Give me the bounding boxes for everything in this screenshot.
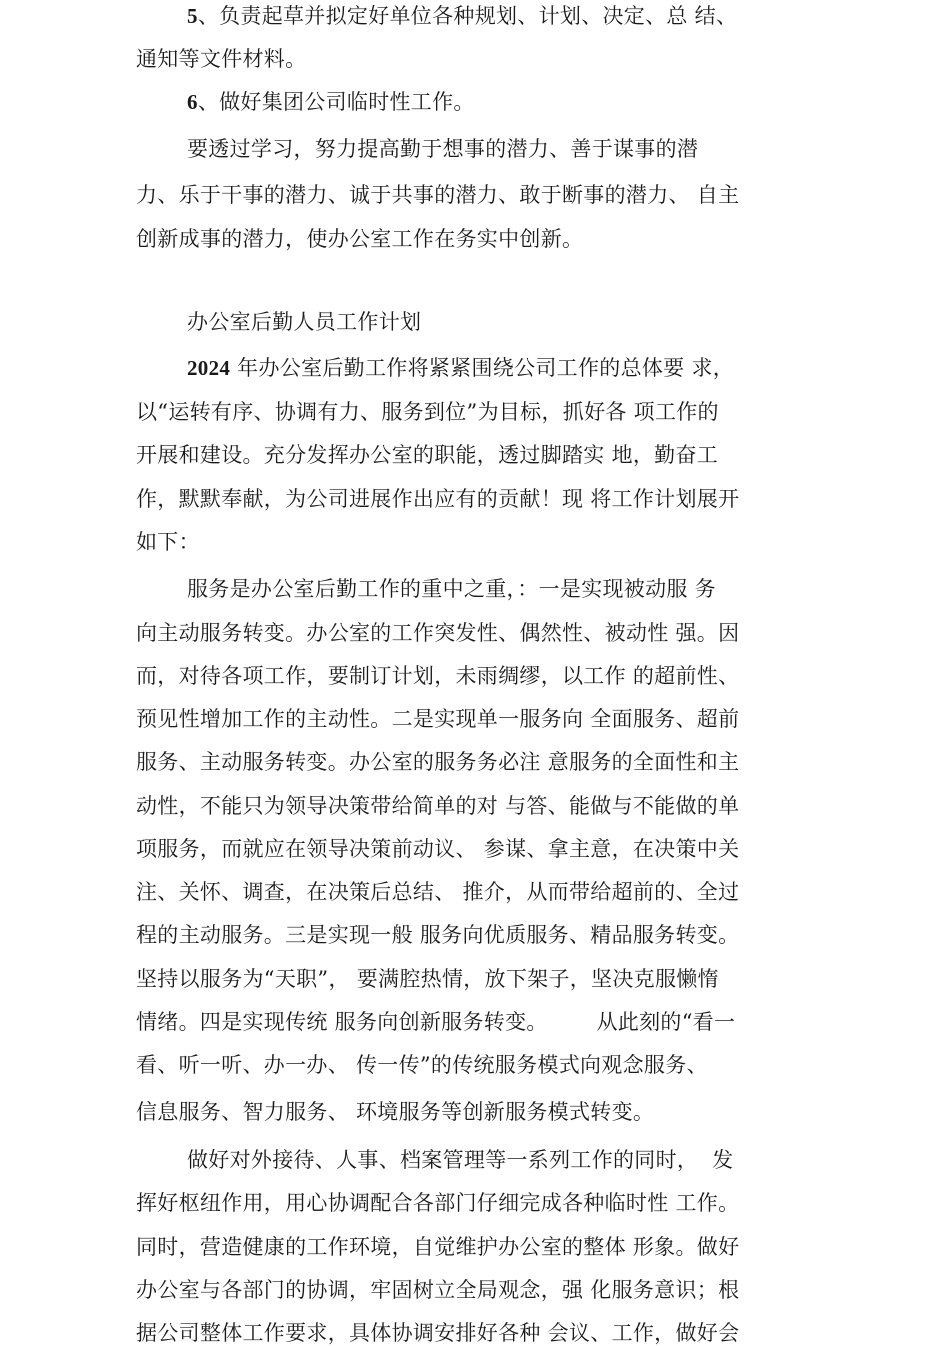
service-line: 程的主动服务。三是实现一般 服务向优质服务、精品服务转变。 bbox=[136, 923, 740, 947]
reception-line: 据公司整体工作要求，具体协调安排好各种 会议、工作，做好会 bbox=[136, 1321, 740, 1345]
reception-line: 同时，营造健康的工作环境，自觉维护办公室的整体 形象。做好 bbox=[136, 1235, 740, 1259]
intro-line: 以“运转有序、协调有力、服务到位”为目标，抓好各 项工作的 bbox=[136, 400, 719, 424]
intro-line bbox=[187, 355, 734, 381]
paragraph-line: 力、乐于干事的潜力、诚于共事的潜力、敢于断事的潜力、 自主 bbox=[136, 183, 740, 207]
service-line: 坚持以服务为“天职”， 要满腔热情，放下架子，坚决克服懒惰 bbox=[136, 967, 719, 991]
service-line: 情绪。四是实现传统 服务向创新服务转变。 从此刻的“看一 bbox=[136, 1010, 736, 1034]
section-title: 办公室后勤人员工作计划 bbox=[187, 310, 422, 334]
intro-line: 开展和建设。充分发挥办公室的职能，透过脚踏实 地，勤奋工 bbox=[136, 443, 719, 467]
reception-line: 办公室与各部门的协调，牢固树立全局观念，强 化服务意识；根 bbox=[136, 1278, 740, 1302]
item-5-continuation: 通知等文件材料。 bbox=[136, 47, 307, 71]
item-5-line bbox=[187, 3, 737, 29]
intro-year: 2024 bbox=[187, 356, 231, 380]
item-5-text: 、负责起草并拟定好单位各种规划、计划、决定、总 结、 bbox=[197, 4, 738, 28]
intro-line: 如下： bbox=[136, 530, 200, 554]
service-line: 信息服务、智力服务、 环境服务等创新服务模式转变。 bbox=[136, 1100, 655, 1124]
service-line: 看、听一听、办一办、 传一传”的传统服务模式向观念服务、 bbox=[136, 1053, 708, 1077]
reception-line: 做好对外接待、人事、档案管理等一系列工作的同时， 发 bbox=[187, 1148, 734, 1172]
service-line: 注、关怀、调查，在决策后总结、 推介，从而带给超前的、全过 bbox=[136, 880, 740, 904]
service-line: 服务是办公室后勤工作的重中之重，：一是实现被动服 务 bbox=[187, 577, 716, 601]
item-6-text: 、做好集团公司临时性工作。 bbox=[197, 90, 475, 114]
paragraph-line: 要透过学习，努力提高勤于想事的潜力、善于谋事的潜 bbox=[187, 137, 699, 161]
service-line: 动性，不能只为领导决策带给简单的对 与答、能做与不能做的单 bbox=[136, 794, 740, 818]
reception-line: 挥好枢纽作用，用心协调配合各部门仔细完成各种临时性 工作。 bbox=[136, 1191, 740, 1215]
intro-line: 作，默默奉献，为公司进展作出应有的贡献！现 将工作计划展开 bbox=[136, 487, 740, 511]
item-5-number: 5 bbox=[187, 4, 198, 28]
item-6-number: 6 bbox=[187, 90, 198, 114]
service-line: 项服务，而就应在领导决策前动议、 参谋、拿主意，在决策中关 bbox=[136, 837, 740, 861]
service-line: 预见性增加工作的主动性。二是实现单一服务向 全面服务、超前 bbox=[136, 707, 740, 731]
service-line: 服务、主动服务转变。办公室的服务务必注 意服务的全面性和主 bbox=[136, 750, 740, 774]
paragraph-line: 创新成事的潜力，使办公室工作在务实中创新。 bbox=[136, 227, 584, 251]
intro-text: 年办公室后勤工作将紧紧围绕公司工作的总体要 求， bbox=[230, 356, 735, 380]
item-6-line bbox=[187, 89, 475, 115]
service-line: 而，对待各项工作，要制订计划，未雨绸缪，以工作 的超前性、 bbox=[136, 664, 740, 688]
service-line: 向主动服务转变。办公室的工作突发性、偶然性、被动性 强。因 bbox=[136, 621, 740, 645]
